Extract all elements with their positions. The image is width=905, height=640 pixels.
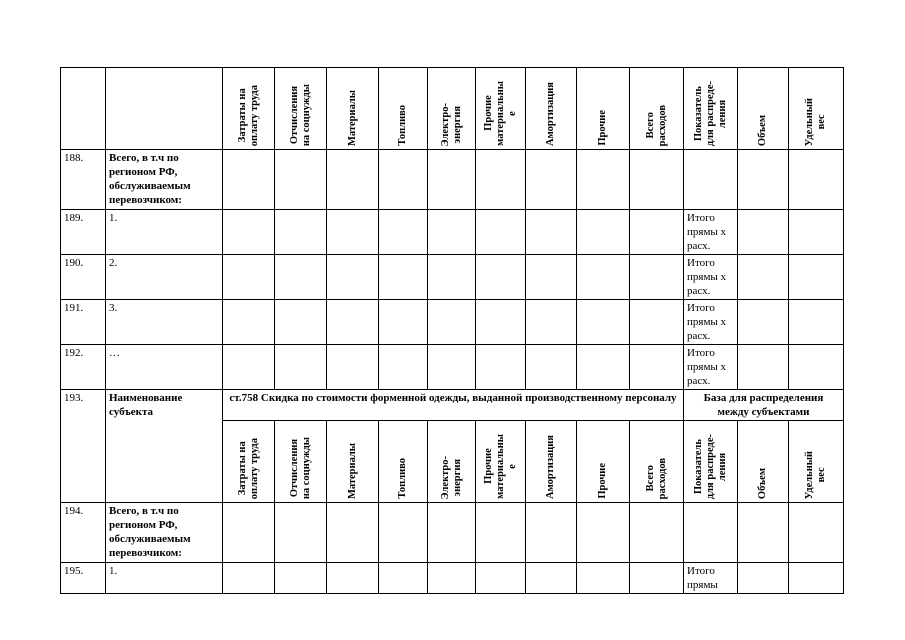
row-name: 2. [106, 255, 223, 300]
col-header [379, 421, 428, 503]
row-name: 3. [106, 300, 223, 345]
cost-table [60, 67, 844, 594]
col-header [327, 421, 379, 503]
col-header-label: Прочие [597, 110, 608, 146]
col-header [789, 421, 844, 503]
col-header [327, 68, 379, 150]
col-header-label: Показатель для распреде- ления [692, 433, 728, 499]
row-indicator: Итого прямы [684, 563, 738, 594]
row-number: 189. [61, 210, 106, 255]
table-row [61, 563, 844, 594]
row-name: 1. [106, 563, 223, 594]
row-number: 191. [61, 300, 106, 345]
row-name: Всего, в т.ч по регионом РФ, обслуживаемым перевозчиком: [106, 503, 223, 563]
col-header-label: Затраты на оплату труда [236, 84, 260, 146]
col-header-label: Прочие [597, 463, 608, 499]
col-header-label: Топливо [397, 458, 408, 499]
row-number: 193. [61, 390, 106, 503]
row-indicator: Итого прямы х расх. [684, 300, 738, 345]
col-header [476, 68, 526, 150]
col-header-label: Материалы [346, 442, 358, 499]
col-header [275, 421, 327, 503]
col-header [577, 68, 630, 150]
col-header-label: Показатель для распреде- ления [692, 80, 728, 146]
section-row [61, 390, 844, 421]
table-row [61, 300, 844, 345]
table-row [61, 255, 844, 300]
row-number: 188. [61, 150, 106, 210]
col-header [738, 68, 789, 150]
row-number: 192. [61, 345, 106, 390]
header-name-cell [106, 68, 223, 150]
col-header [526, 68, 577, 150]
col-header [684, 421, 738, 503]
col-header [684, 68, 738, 150]
row-indicator: Итого прямы х расх. [684, 210, 738, 255]
col-header [738, 421, 789, 503]
section-title: ст.758 Скидка по стоимости форменной одежды, выданной производственному персоналу [223, 390, 684, 421]
row-number: 195. [61, 563, 106, 594]
col-header [526, 421, 577, 503]
row-indicator [684, 150, 738, 210]
col-header-label: Всего расходов [644, 104, 668, 146]
table-row [61, 210, 844, 255]
row-name: … [106, 345, 223, 390]
col-header-label: Удельный вес [804, 450, 827, 499]
row-indicator [684, 503, 738, 563]
col-header [630, 68, 684, 150]
col-header-label: Прочие материальны е [482, 434, 518, 499]
col-header [223, 68, 275, 150]
col-header [428, 421, 476, 503]
col-header-label: Амортизация [545, 434, 556, 499]
col-header-label: Отчисления на соцнужды [288, 83, 312, 146]
col-header [630, 421, 684, 503]
col-header [577, 421, 630, 503]
row-number: 194. [61, 503, 106, 563]
col-header-label: Удельный вес [804, 97, 827, 146]
row-indicator: Итого прямы х расх. [684, 255, 738, 300]
table-row [61, 150, 844, 210]
col-header-label: Прочие материальны е [482, 81, 518, 146]
col-header [223, 421, 275, 503]
col-header-label: Объем [757, 467, 768, 499]
table-row [61, 503, 844, 563]
col-header [789, 68, 844, 150]
section-name: Наименование субъекта [106, 390, 223, 503]
col-header-label: Материалы [346, 89, 358, 146]
col-header-label: Объем [757, 114, 768, 146]
col-header [428, 68, 476, 150]
col-header-label: Затраты на оплату труда [236, 437, 260, 499]
col-header-label: Электро- энергия [439, 455, 463, 499]
base-title: База для распределения между субъектами [684, 390, 844, 421]
table-row [61, 345, 844, 390]
header-num-cell [61, 68, 106, 150]
col-header-label: Топливо [397, 105, 408, 146]
col-header-label: Отчисления на соцнужды [288, 436, 312, 499]
col-header [275, 68, 327, 150]
col-header-label: Всего расходов [644, 457, 668, 499]
row-name: Всего, в т.ч по регионом РФ, обслуживаемым перевозчиком: [106, 150, 223, 210]
col-header [379, 68, 428, 150]
col-header-label: Электро- энергия [439, 102, 463, 146]
col-header-label: Амортизация [545, 81, 556, 146]
col-header [476, 421, 526, 503]
row-indicator: Итого прямы х расх. [684, 345, 738, 390]
header-row [61, 68, 844, 150]
row-name: 1. [106, 210, 223, 255]
row-number: 190. [61, 255, 106, 300]
